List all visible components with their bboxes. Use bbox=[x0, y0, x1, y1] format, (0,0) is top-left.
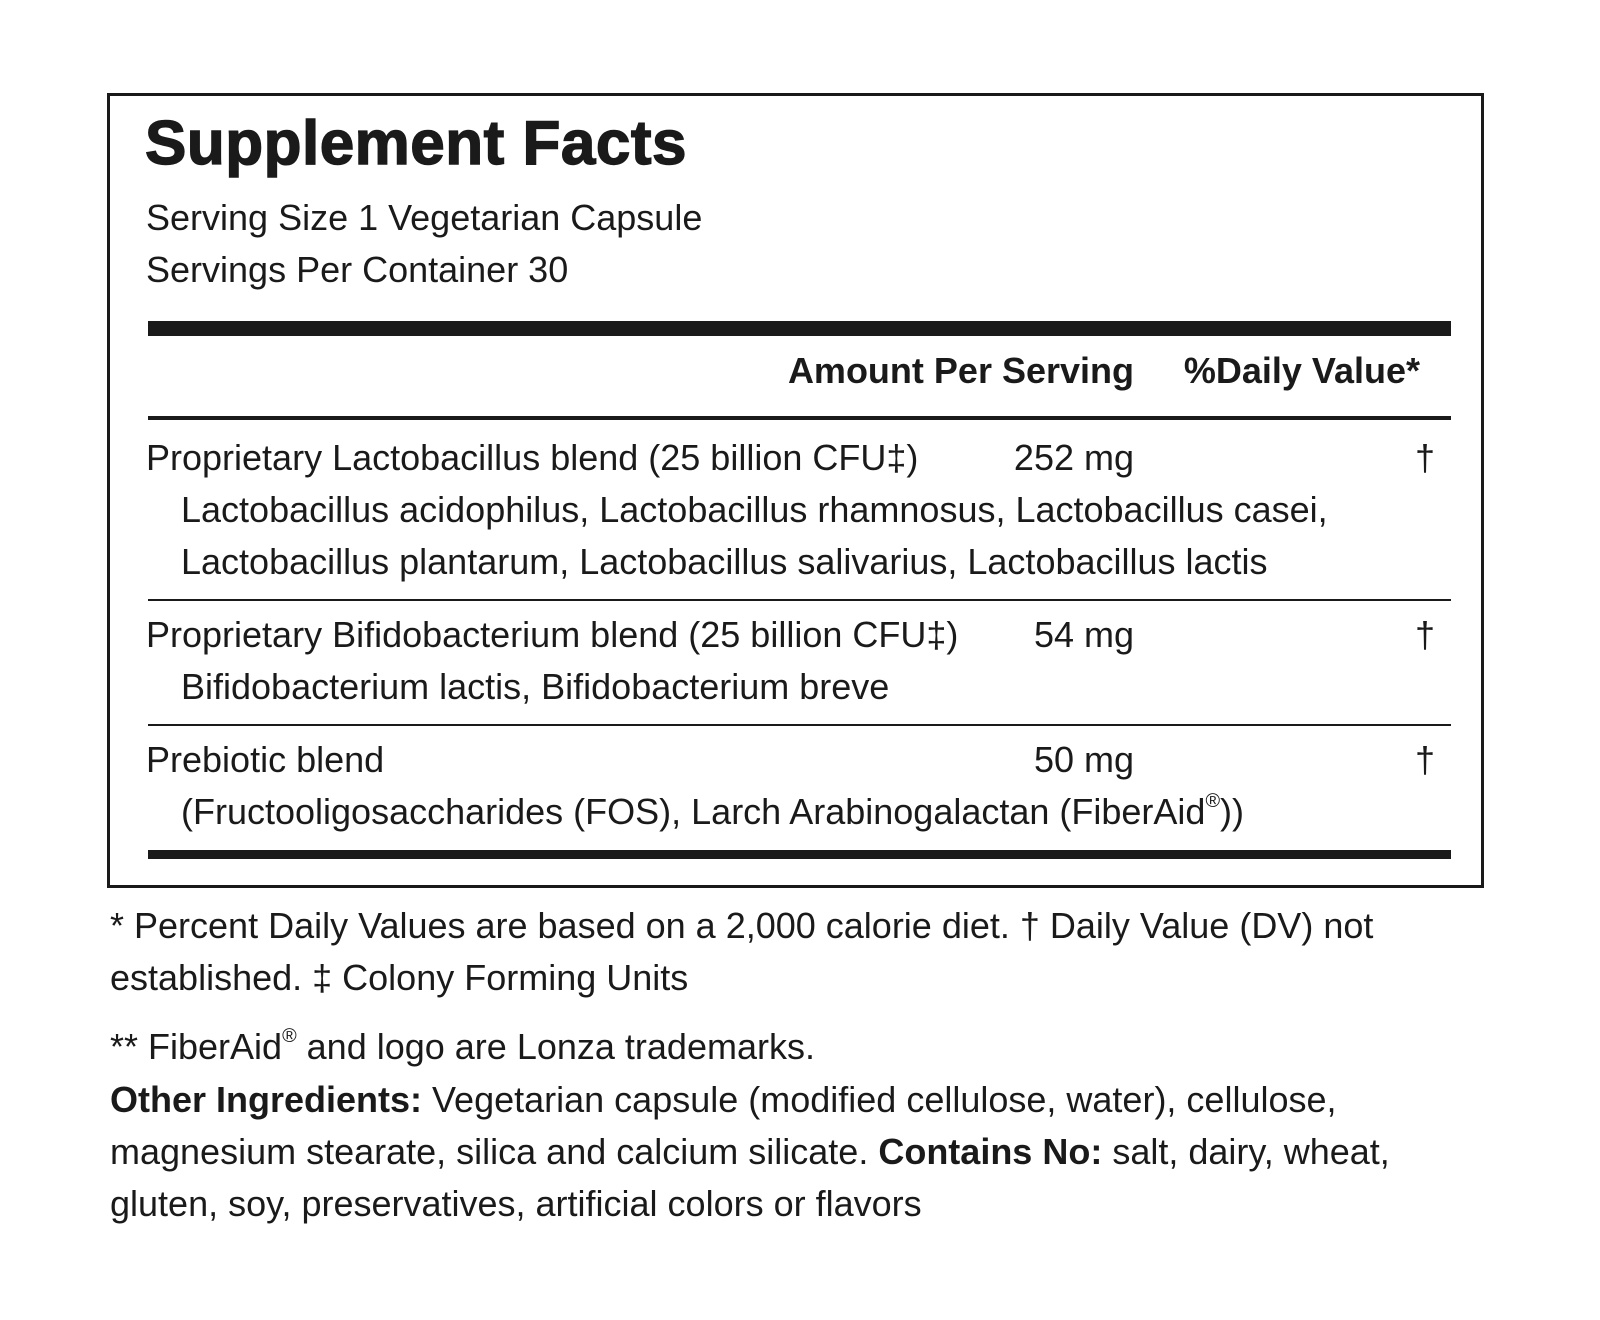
column-header-daily-value: %Daily Value* bbox=[1183, 350, 1420, 391]
ingredient-amount: 50 mg bbox=[1033, 739, 1134, 780]
ingredient-name: Prebiotic blend bbox=[146, 739, 385, 780]
ingredient-amount: 54 mg bbox=[1033, 614, 1134, 655]
ingredient-sub-line: Bifidobacterium lactis, Bifidobacterium breve bbox=[181, 666, 890, 707]
row-divider bbox=[148, 724, 1451, 726]
thick-rule-top bbox=[148, 321, 1451, 336]
daily-value-dagger: † bbox=[1414, 739, 1436, 780]
column-header-amount: Amount Per Serving bbox=[787, 350, 1134, 391]
servings-per-container: Servings Per Container 30 bbox=[146, 249, 569, 290]
row-divider bbox=[148, 599, 1451, 601]
label-title: Supplement Facts bbox=[145, 109, 687, 178]
contains-no-text: salt, dairy, wheat, gluten, soy, preservatives, artificial colors or flavors bbox=[110, 1131, 1390, 1224]
registered-mark: ® bbox=[1205, 790, 1221, 813]
header-rule bbox=[148, 416, 1451, 420]
other-ingredients-label: Other Ingredients: bbox=[110, 1079, 423, 1120]
sub-line-text: (Fructooligosaccharides (FOS), Larch Arabinogalactan (FiberAid bbox=[181, 791, 1206, 832]
ingredient-sub-line: Lactobacillus plantarum, Lactobacillus salivarius, Lactobacillus lactis bbox=[181, 541, 1268, 582]
ingredient-name: Proprietary Lactobacillus blend (25 billion CFU‡) bbox=[146, 437, 919, 478]
trademark-footnote bbox=[110, 1021, 1550, 1073]
other-ingredients-text: Vegetarian capsule (modified cellulose, water), cellulose, magnesium stearate, silica and calcium silicate. bbox=[110, 1079, 1337, 1172]
registered-mark: ® bbox=[282, 1025, 297, 1048]
daily-value-dagger: † bbox=[1414, 614, 1436, 655]
daily-values-footnote: * Percent Daily Values are based on a 2,000 calorie diet. † Daily Value (DV) not established. ‡ Colony Forming Units bbox=[110, 905, 1374, 998]
daily-value-dagger: † bbox=[1414, 437, 1436, 478]
thick-rule-bottom bbox=[148, 850, 1451, 859]
contains-no-label: Contains No: bbox=[878, 1131, 1103, 1172]
sub-line-text: )) bbox=[1220, 791, 1245, 832]
other-ingredients bbox=[110, 1074, 1500, 1230]
ingredient-name: Proprietary Bifidobacterium blend (25 billion CFU‡) bbox=[146, 614, 959, 655]
ingredient-amount: 252 mg bbox=[1013, 437, 1134, 478]
serving-size: Serving Size 1 Vegetarian Capsule bbox=[146, 197, 703, 238]
ingredient-sub-line: Lactobacillus acidophilus, Lactobacillus rhamnosus, Lactobacillus casei, bbox=[181, 489, 1328, 530]
ingredient-sub-line bbox=[181, 790, 1244, 834]
trademark-text: and logo are Lonza trademarks. bbox=[296, 1026, 815, 1067]
trademark-text: ** FiberAid bbox=[110, 1026, 283, 1067]
